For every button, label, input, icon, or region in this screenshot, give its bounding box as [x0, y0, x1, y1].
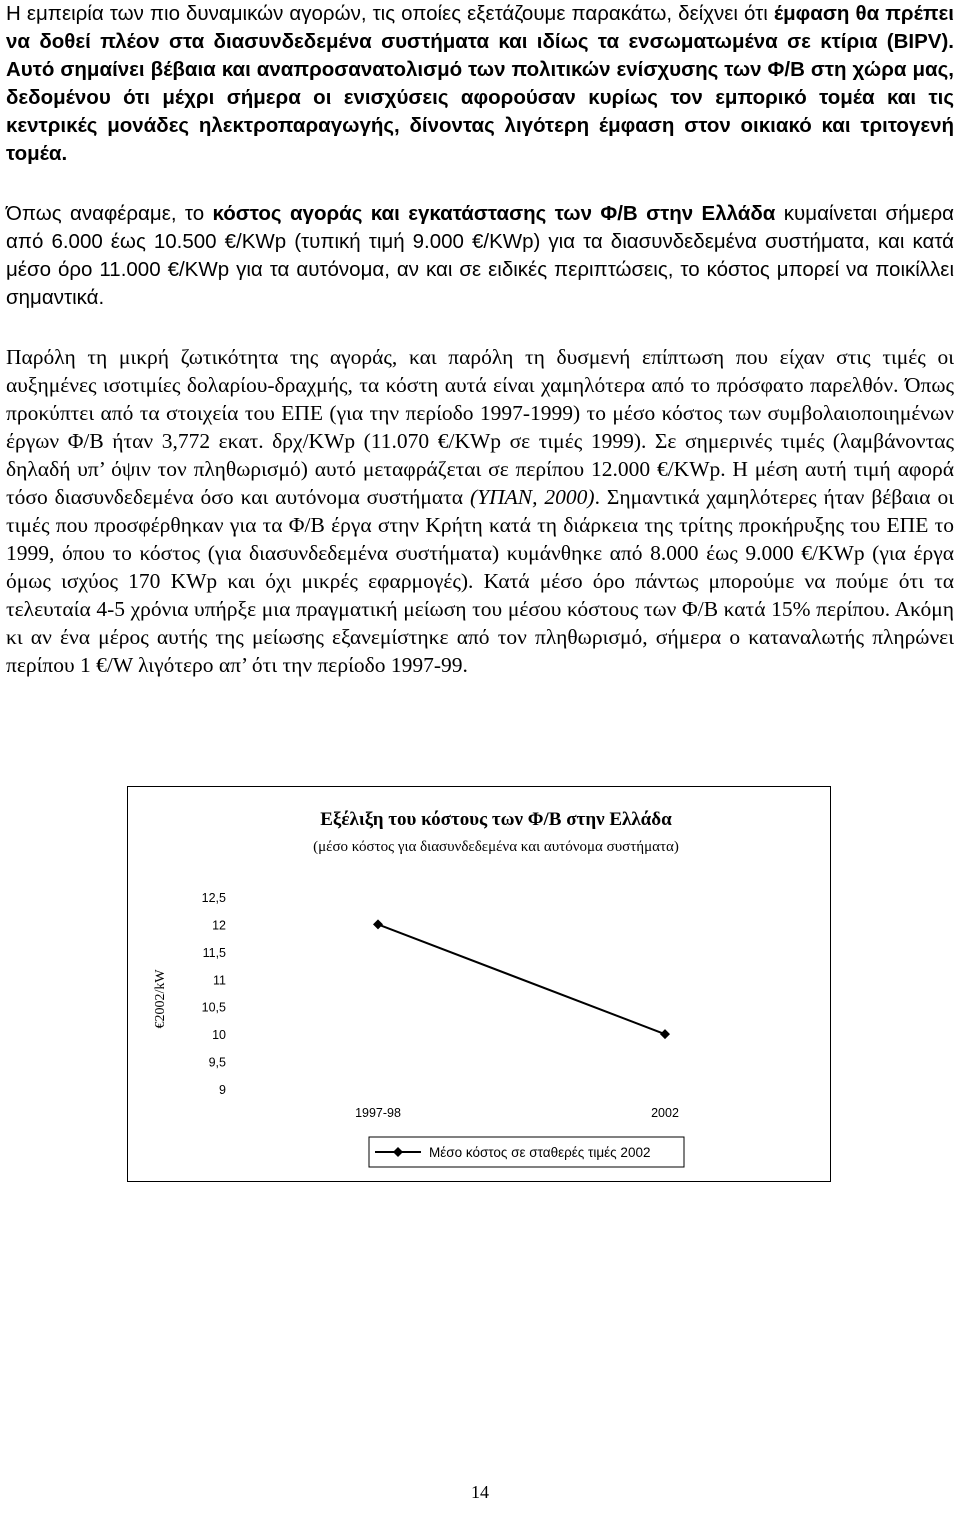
chart-legend	[369, 1137, 684, 1167]
text-run: . Σημαντικά χαμηλότερες ήταν βέβαια οι τιμές που προσφέρθηκαν για τα Φ/Β έργα στην Κρήτη κατά τη διάρκεια της τρίτης προκήρυξης του ΕΠΕ το 1999, όπου το κόστος (για διασυνδεδεμένα συστήματα) κυμάνθηκε από 8.000 έως 9.000 €/KWp (για έργα όμως ισχύος 170 KWp και όχι μικρές εφαρμογές). Κατά μέσο όρο πάντως μπορούμε να πούμε ότι τα τελευταία 4-5 χρόνια υπήρξε μια πραγματική μείωση του μέσου κόστους των Φ/Β κατά 15% περίπου. Ακόμη κι αν ένα μέρος αυτής της μείωσης εξανεμίστηκε από τον πληθωρισμό, σήμερα ο καταναλωτής πληρώνει περίπου 1 €/W λιγότερο απ’ ότι την περίοδο 1997-99.	[6, 485, 954, 677]
y-tick-label: 9,5	[208, 1055, 226, 1070]
x-tick-label: 1997-98	[355, 1106, 401, 1120]
y-tick-label: 9	[219, 1083, 226, 1097]
data-point	[660, 1029, 670, 1039]
x-tick-label: 2002	[651, 1106, 679, 1120]
series-line	[378, 924, 665, 1034]
paragraph-3	[6, 343, 954, 679]
y-tick-label: 11	[213, 973, 226, 988]
legend-label: Μέσο κόστος σε σταθερές τιμές 2002	[429, 1145, 651, 1160]
cost-chart	[128, 787, 830, 1181]
paragraph-1	[6, 0, 954, 168]
y-tick-label: 10,5	[201, 1000, 226, 1015]
chart-title: Εξέλιξη του κόστους των Φ/Β στην Ελλάδα	[320, 809, 672, 830]
text-run: Η εμπειρία των πιο δυναμικών αγορών, τις οποίες εξετάζουμε παρακάτω, δείχνει ότι	[6, 2, 774, 25]
text-run: (ΥΠΑΝ, 2000)	[470, 485, 595, 509]
chart-frame	[127, 786, 831, 1182]
y-tick-label: 10	[212, 1028, 226, 1043]
data-point	[373, 919, 383, 929]
text-run: Όπως αναφέραμε, το	[6, 202, 213, 225]
y-tick-label: 12,5	[201, 891, 226, 905]
y-axis-label: €2002/kW	[153, 969, 168, 1029]
page-number: 14	[471, 1482, 489, 1502]
text-run: Παρόλη τη μικρή ζωτικότητα της αγοράς, και παρόλη τη δυσμενή επίπτωση που είχαν στις τιμές οι αυξημένες ισοτιμίες δολαρίου-δραχμής, τα κόστη αυτά είναι χαμηλότερα από το πρόσφατο παρελθόν. Όπως προκύπτει από τα στοιχεία του ΕΠΕ (για την περίοδο 1997-1999) το μέσο κόστος των συμβολαιοποιημένων έργων Φ/Β ήταν 3,772 εκατ. δρχ/KWp (11.070 €/KWp σε τιμές 1999). Σε σημερινές τιμές (λαμβάνοντας δηλαδή υπ’ όψιν τον πληθωρισμό) αυτό μεταφράζεται σε περίπου 12.000 €/KWp. Η μέση αυτή τιμή αφορά τόσο διασυνδεδεμένα όσο και αυτόνομα συστήματα	[6, 345, 954, 509]
text-run: έμφαση θα πρέπει να δοθεί πλέον στα διασυνδεδεμένα συστήματα και ιδίως τα ενσωματωμένα σε κτίρια (BIPV). Αυτό σημαίνει βέβαια και αναπροσανατολισμό των πολιτικών ενίσχυσης των Φ/Β στη χώρα μας, δεδομένου ότι μέχρι σήμερα οι ενισχύσεις αφορούσαν κυρίως τον εμπορικό τομέα και τις κεντρικές μονάδες ηλεκτροπαραγωγής, δίνοντας λιγότερη έμφαση στον οικιακό και τριτογενή τομέα.	[6, 2, 954, 165]
chart-subtitle: (μέσο κόστος για διασυνδεδεμένα και αυτόνομα συστήματα)	[313, 839, 679, 855]
plot-area	[202, 891, 679, 1120]
text-run: κυμαίνεται σήμερα από 6.000 έως 10.500 €/KWp (τυπική τιμή 9.000 €/KWp) για τα διασυνδεδεμένα συστήματα, και κατά μέσο όρο 11.000 €/KWp για τα αυτόνομα, αν και σε ειδικές περιπτώσεις, το κόστος μπορεί να ποικίλλει σημαντικά.	[6, 202, 954, 309]
text-run: κόστος αγοράς και εγκατάστασης των Φ/Β στην Ελλάδα	[212, 202, 776, 225]
y-tick-label: 11,5	[202, 945, 226, 960]
y-tick-label: 12	[212, 918, 226, 933]
paragraph-2	[6, 200, 954, 312]
